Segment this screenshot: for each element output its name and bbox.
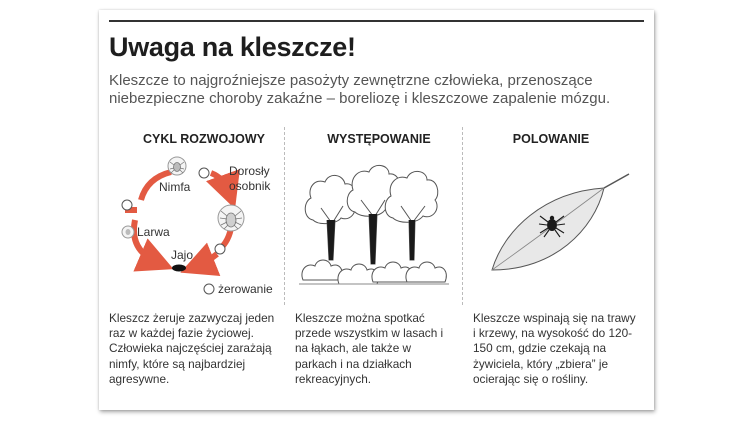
label-adult-1: Dorosły (229, 164, 270, 178)
feeding-dot-nymph (199, 168, 209, 178)
infographic-card (99, 10, 654, 410)
larva-icon (122, 226, 134, 238)
shrubs (302, 260, 342, 280)
page-title: Uwaga na kleszcze! (109, 32, 356, 62)
column-text-cycle: Kleszcz żeruje zazwyczaj jeden raz w każdej fazie życiowej. Człowieka najczęściej zarażają nimfy, które są najbardziej agresywne. (109, 311, 275, 386)
column-divider-2 (462, 127, 463, 305)
column-text-occurrence: Kleszcze można spotkać przede wszystkim w lasach i na łąkach, ale także w parkach i na działkach rekreacyjnych. (295, 311, 444, 386)
label-adult-2: osobnik (229, 179, 271, 193)
egg-icon (172, 265, 186, 272)
adult-tick-icon (218, 205, 244, 231)
cycle-arrow-right-top (211, 173, 229, 192)
leaf-illustration (484, 170, 634, 280)
column-text-hunting: Kleszcze wspinają się na trawy i krzewy, na wysokość do 120-150 cm, gdzie czekają na żywiciela, który „zbiera” je ocierając się o rośliny. (473, 311, 636, 386)
leaf-stem (604, 174, 629, 188)
label-nymph: Nimfa (159, 180, 191, 194)
column-title-occurrence: WYSTĘPOWANIE (327, 132, 431, 146)
feeding-dot-larva (122, 200, 132, 210)
lead-paragraph: Kleszcze to najgroźniejsze pasożyty zewnętrzne człowieka, przenoszące niebezpieczne choroby zakaźne – boreliozę i kleszczowe zapalenie mózgu. (109, 72, 611, 107)
label-egg: Jajo (171, 248, 194, 262)
life-cycle-diagram (99, 10, 289, 310)
column-title-cycle: CYKL ROZWOJOWY (143, 132, 265, 146)
legend-feeding-dot (204, 284, 214, 294)
column-title-hunting: POLOWANIE (512, 132, 590, 146)
nymph-icon (168, 157, 186, 175)
forest-illustration (299, 160, 449, 290)
label-larva: Larwa (137, 225, 170, 239)
feeding-dot-adult (215, 244, 225, 254)
legend-feeding-label: żerowanie (218, 282, 273, 296)
cycle-arrow-bottom-right (197, 254, 217, 266)
